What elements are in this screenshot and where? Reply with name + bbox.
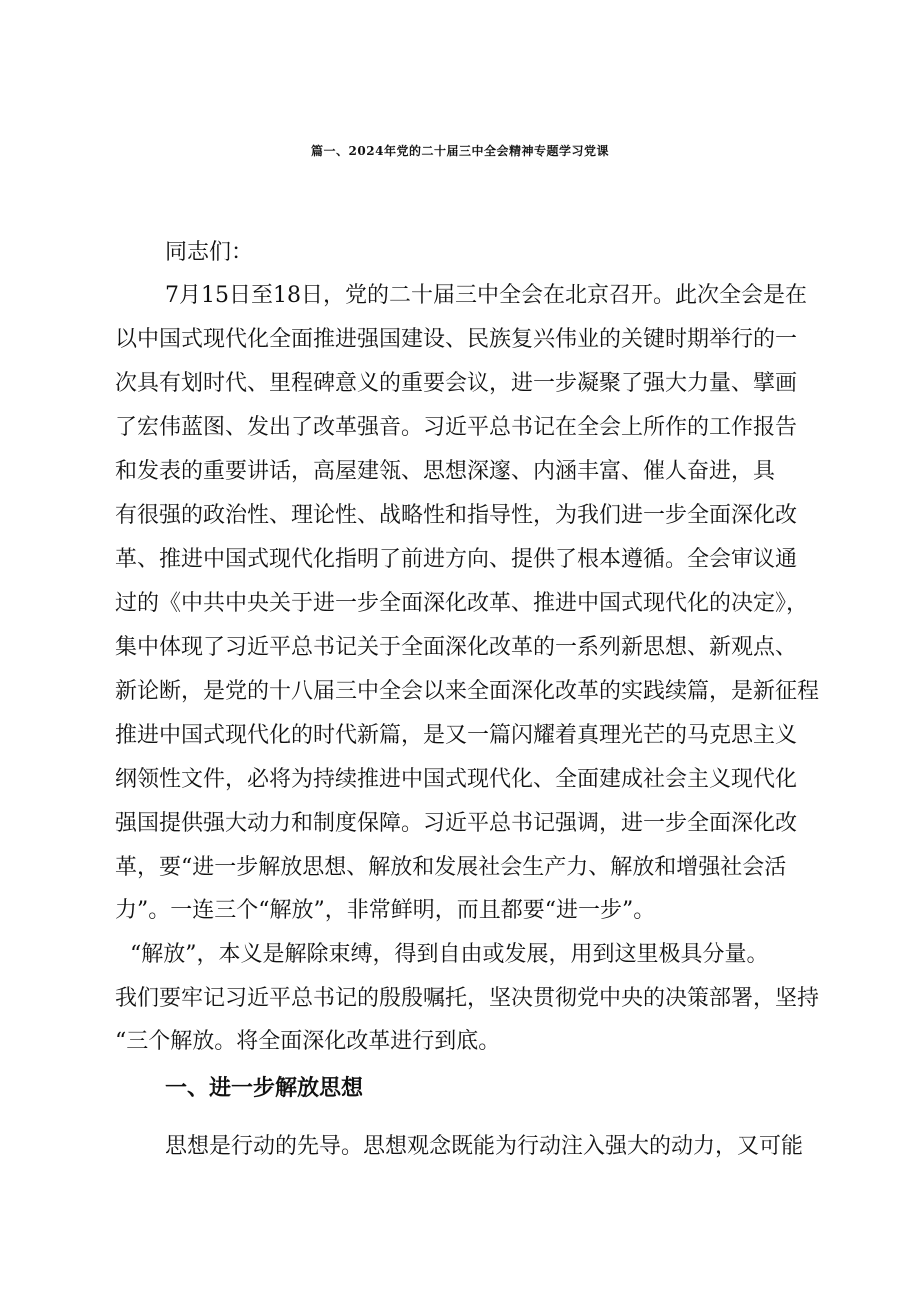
body-line: 我们要牢记习近平总书记的殷殷嘱托，坚决贯彻党中央的决策部署，坚持 <box>115 986 820 1011</box>
body-line: 次具有划时代、里程碑意义的重要会议，进一步凝聚了强大力量、擘画 <box>115 371 798 396</box>
body-line: 和发表的重要讲话，高屋建瓴、思想深邃、内涵丰富、催人奋进，具 <box>115 459 776 484</box>
body-line: 思想是行动的先导。思想观念既能为行动注入强大的动力，又可能 <box>165 1134 804 1159</box>
body-line: “解放”，本义是解除束缚，得到自由或发展，用到这里极具分量。 <box>130 942 769 967</box>
greeting: 同志们： <box>165 240 254 265</box>
body-line: “三个解放。将全面深化改革进行到底。 <box>115 1029 501 1054</box>
body-line: 了宏伟蓝图、发出了改革强音。习近平总书记在全会上所作的工作报告 <box>115 415 798 440</box>
body-line: 革、推进中国式现代化指明了前进方向、提供了根本遵循。全会审议通 <box>115 547 798 572</box>
body-line: 强国提供强大动力和制度保障。习近平总书记强调，进一步全面深化改 <box>115 811 798 836</box>
body-line: 力”。一连三个“解放”，非常鲜明，而且都要“进一步”。 <box>115 898 656 923</box>
document-title: 篇一、2024年党的二十届三中全会精神专题学习党课 <box>311 144 609 158</box>
body-line: 7月15日至18日，党的二十届三中全会在北京召开。此次全会是在 <box>165 283 807 308</box>
section-heading: 一、进一步解放思想 <box>165 1075 364 1101</box>
body-line: 集中体现了习近平总书记关于全面深化改革的一系列新思想、新观点、 <box>115 635 798 660</box>
body-line: 有很强的政治性、理论性、战略性和指导性，为我们进一步全面深化改 <box>115 503 798 528</box>
body-line: 纲领性文件，必将为持续推进中国式现代化、全面建成社会主义现代化 <box>115 767 798 792</box>
body-line: 新论断，是党的十八届三中全会以来全面深化改革的实践续篇，是新征程 <box>115 679 820 704</box>
body-line: 革，要“进一步解放思想、解放和发展社会生产力、解放和增强社会活 <box>115 855 787 880</box>
body-line: 过的《中共中央关于进一步全面深化改革、推进中国式现代化的决定》， <box>115 591 809 616</box>
body-line: 推进中国式现代化的时代新篇，是又一篇闪耀着真理光芒的马克思主义 <box>115 723 798 748</box>
body-line: 以中国式现代化全面推进强国建设、民族复兴伟业的关键时期举行的一 <box>115 327 798 352</box>
